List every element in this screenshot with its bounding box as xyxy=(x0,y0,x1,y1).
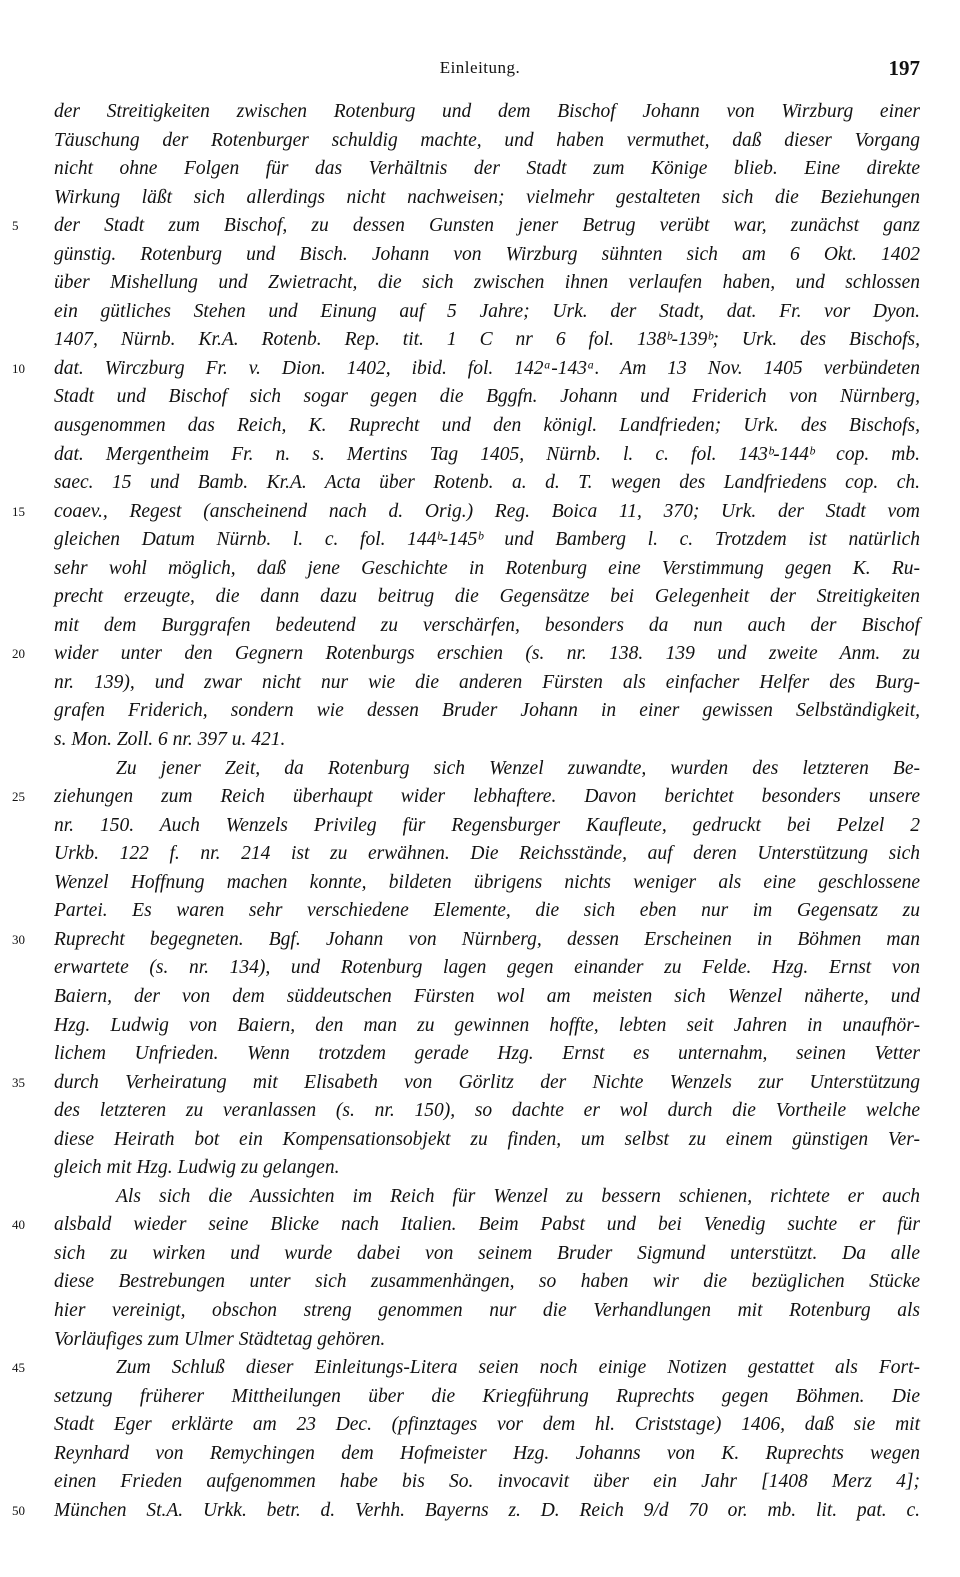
text-line xyxy=(0,98,960,127)
line-text: setzung früherer Mittheilungen über die Kriegführung Ruprechts gegen Böhmen. Die xyxy=(54,1385,920,1407)
line-number: 30 xyxy=(12,931,25,947)
line-text: Zum Schluß dieser Einleitungs-Litera seien noch einige Notizen gestattet als Fort- xyxy=(116,1357,920,1379)
line-text: diese Heirath bot ein Kompensationsobjekt zu finden, um selbst zu einem günstigen Ver- xyxy=(54,1128,920,1150)
line-text: über Mishellung und Zwietracht, die sich zwischen ihnen verlaufen haben, und schlossen xyxy=(54,272,920,294)
line-text: München St.A. Urkk. betr. d. Verhh. Bayerns z. D. Reich 9/d 70 or. mb. lit. pat. c. xyxy=(54,1499,920,1521)
text-line xyxy=(0,498,960,527)
text-line xyxy=(0,269,960,298)
line-text: Stadt Eger erklärte am 23 Dec. (pfinztages vor dem hl. Criststage) 1406, daß sie mit xyxy=(54,1414,920,1436)
line-text: Als sich die Aussichten im Reich für Wenzel zu bessern schienen, richtete er auch xyxy=(116,1185,920,1207)
line-text: s. Mon. Zoll. 6 nr. 397 u. 421. xyxy=(54,729,286,751)
text-line xyxy=(0,640,960,669)
text-line xyxy=(0,469,960,498)
text-line xyxy=(0,355,960,384)
line-text: sehr wohl möglich, daß jene Geschichte in Rotenburg eine Verstimmung gegen K. Ru- xyxy=(54,557,920,579)
line-text: durch Verheiratung mit Elisabeth von Görlitz der Nichte Wenzels zur Unterstützung xyxy=(54,1071,920,1093)
text-line xyxy=(0,1211,960,1240)
text-line xyxy=(0,241,960,270)
text-line xyxy=(0,583,960,612)
line-text: gleichen Datum Nürnb. l. c. fol. 144ᵇ-145ᵇ und Bamberg l. c. Trotzdem ist natürlich xyxy=(54,529,920,551)
text-line xyxy=(0,1069,960,1098)
line-text: Baiern, der von dem süddeutschen Fürsten wol am meisten sich Wenzel näherte, und xyxy=(54,985,920,1007)
line-text: Wenzel Hoffnung machen konnte, bildeten übrigens nichts weniger als eine geschlossene xyxy=(54,871,920,893)
line-text: diese Bestrebungen unter sich zusammenhängen, so haben wir die bezüglichen Stücke xyxy=(54,1271,920,1293)
line-text: Reynhard von Remychingen dem Hofmeister Hzg. Johanns von K. Ruprechts wegen xyxy=(54,1442,920,1464)
line-text: ziehungen zum Reich überhaupt wider lebhaftere. Davon berichtet besonders unsere xyxy=(54,786,920,808)
line-text: 1407, Nürnb. Kr.A. Rotenb. Rep. tit. 1 C nr 6 fol. 138ᵇ-139ᵇ; Urk. des Bischofs, xyxy=(54,329,920,351)
text-line xyxy=(0,555,960,584)
text-line xyxy=(0,926,960,955)
line-number: 45 xyxy=(12,1360,25,1376)
text-line xyxy=(0,127,960,156)
line-text: nr. 150. Auch Wenzels Privileg für Regensburger Kaufleute, gedruckt bei Pelzel 2 xyxy=(54,814,920,836)
text-line xyxy=(0,1497,960,1526)
text-line xyxy=(0,1468,960,1497)
text-line xyxy=(0,1012,960,1041)
text-line xyxy=(0,526,960,555)
line-text: Urkb. 122 f. nr. 214 ist zu erwähnen. Die Reichsstände, auf deren Unterstützung sich xyxy=(54,843,920,865)
line-text: grafen Friderich, sondern wie dessen Bruder Johann in einer gewissen Selbständigkeit, xyxy=(54,700,920,722)
line-number: 50 xyxy=(12,1502,25,1518)
line-text: erwartete (s. nr. 134), und Rotenburg lagen gegen einander zu Felde. Hzg. Ernst von xyxy=(54,957,920,979)
line-text: nicht ohne Folgen für das Verhältnis der Stadt zum Könige blieb. Eine direkte xyxy=(54,158,920,180)
text-line xyxy=(0,212,960,241)
running-head xyxy=(0,58,960,84)
text-body xyxy=(0,98,960,1525)
text-line xyxy=(0,1240,960,1269)
text-line xyxy=(0,412,960,441)
line-text: günstig. Rotenburg und Bisch. Johann von Wirzburg sühnten sich am 6 Okt. 1402 xyxy=(54,243,920,265)
line-number: 40 xyxy=(12,1217,25,1233)
text-line xyxy=(0,383,960,412)
text-line xyxy=(0,1326,960,1355)
text-line xyxy=(0,155,960,184)
line-number: 35 xyxy=(12,1074,25,1090)
text-line xyxy=(0,1383,960,1412)
line-text: lichem Unfrieden. Wenn trotzdem gerade Hzg. Ernst es unternahm, seinen Vetter xyxy=(54,1043,920,1065)
line-text: saec. 15 und Bamb. Kr.A. Acta über Rotenb. a. d. T. wegen des Landfriedens cop. ch. xyxy=(54,472,920,494)
text-line xyxy=(0,326,960,355)
line-text: dat. Mergentheim Fr. n. s. Mertins Tag 1405, Nürnb. l. c. fol. 143ᵇ-144ᵇ cop. mb. xyxy=(54,443,920,465)
line-text: sich zu wirken und wurde dabei von seinem Bruder Sigmund unterstützt. Da alle xyxy=(54,1242,920,1264)
text-line xyxy=(0,1097,960,1126)
line-text: mit dem Burggrafen bedeutend zu verschärfen, besonders da nun auch der Bischof xyxy=(54,614,920,636)
line-number: 25 xyxy=(12,789,25,805)
line-text: Partei. Es waren sehr verschiedene Elemente, die sich eben nur im Gegensatz zu xyxy=(54,900,920,922)
text-line xyxy=(0,1040,960,1069)
running-title: Einleitung. xyxy=(439,58,521,77)
line-text: coaev., Regest (anscheinend nach d. Orig.) Reg. Boica 11, 370; Urk. der Stadt vom xyxy=(54,500,920,522)
text-line xyxy=(0,1440,960,1469)
page-number: 197 xyxy=(888,56,920,80)
line-text: ausgenommen das Reich, K. Ruprecht und den königl. Landfrieden; Urk. des Bischofs, xyxy=(54,415,920,437)
text-line xyxy=(0,812,960,841)
line-text: der Stadt zum Bischof, zu dessen Gunsten jener Betrug verübt war, zunächst ganz xyxy=(54,215,920,237)
line-text: alsbald wieder seine Blicke nach Italien. Beim Pabst und bei Venedig suchte er für xyxy=(54,1214,920,1236)
line-text: Täuschung der Rotenburger schuldig machte, und haben vermuthet, daß dieser Vorgang xyxy=(54,129,920,151)
text-line xyxy=(0,726,960,755)
text-line xyxy=(0,1154,960,1183)
text-line xyxy=(0,954,960,983)
text-line xyxy=(0,897,960,926)
text-line xyxy=(0,697,960,726)
line-text: wider unter den Gegnern Rotenburgs erschien (s. nr. 138. 139 und zweite Anm. zu xyxy=(54,643,920,665)
line-text: Zu jener Zeit, da Rotenburg sich Wenzel zuwandte, wurden des letzteren Be- xyxy=(116,757,920,779)
line-text: des letzteren zu veranlassen (s. nr. 150), so dachte er wol durch die Vortheile welche xyxy=(54,1100,920,1122)
text-line xyxy=(0,298,960,327)
line-text: precht erzeugte, die dann dazu beitrug die Gegensätze bei Gelegenheit der Streitigkeiten xyxy=(54,586,920,608)
text-line xyxy=(0,612,960,641)
text-line xyxy=(0,1297,960,1326)
text-line xyxy=(0,869,960,898)
line-number: 15 xyxy=(12,503,25,519)
text-line xyxy=(0,1354,960,1383)
line-number: 10 xyxy=(12,360,25,376)
line-text: Vorläufiges zum Ulmer Städtetag gehören. xyxy=(54,1328,386,1350)
text-line xyxy=(0,184,960,213)
line-text: Hzg. Ludwig von Baiern, den man zu gewinnen hoffte, lebten seit Jahren in unaufhör- xyxy=(54,1014,920,1036)
line-text: Ruprecht begegneten. Bgf. Johann von Nürnberg, dessen Erscheinen in Böhmen man xyxy=(54,928,920,950)
text-line xyxy=(0,1268,960,1297)
line-text: der Streitigkeiten zwischen Rotenburg und dem Bischof Johann von Wirzburg einer xyxy=(54,101,920,122)
line-text: Wirkung läßt sich allerdings nicht nachweisen; vielmehr gestalteten sich die Beziehungen xyxy=(54,186,920,208)
line-text: gleich mit Hzg. Ludwig zu gelangen. xyxy=(54,1157,340,1179)
line-text: Stadt und Bischof sich sogar gegen die Bggfn. Johann und Friderich von Nürnberg, xyxy=(54,386,920,408)
line-text: hier vereinigt, obschon streng genommen nur die Verhandlungen mit Rotenburg als xyxy=(54,1299,920,1321)
text-line xyxy=(0,441,960,470)
text-line xyxy=(0,1126,960,1155)
text-line xyxy=(0,755,960,784)
text-line xyxy=(0,783,960,812)
text-line xyxy=(0,1183,960,1212)
line-text: ein gütliches Stehen und Einung auf 5 Jahre; Urk. der Stadt, dat. Fr. vor Dyon. xyxy=(54,300,920,322)
text-line xyxy=(0,669,960,698)
line-text: nr. 139), und zwar nicht nur wie die anderen Fürsten als einfacher Helfer des Burg- xyxy=(54,671,920,693)
line-text: dat. Wirczburg Fr. v. Dion. 1402, ibid. fol. 142ᵃ-143ᵃ. Am 13 Nov. 1405 verbündeten xyxy=(54,357,920,379)
line-text: einen Frieden aufgenommen habe bis So. invocavit über ein Jahr [1408 Merz 4]; xyxy=(54,1471,920,1493)
text-line xyxy=(0,1411,960,1440)
text-line xyxy=(0,840,960,869)
line-number: 20 xyxy=(12,646,25,662)
text-line xyxy=(0,983,960,1012)
line-number: 5 xyxy=(12,218,19,234)
